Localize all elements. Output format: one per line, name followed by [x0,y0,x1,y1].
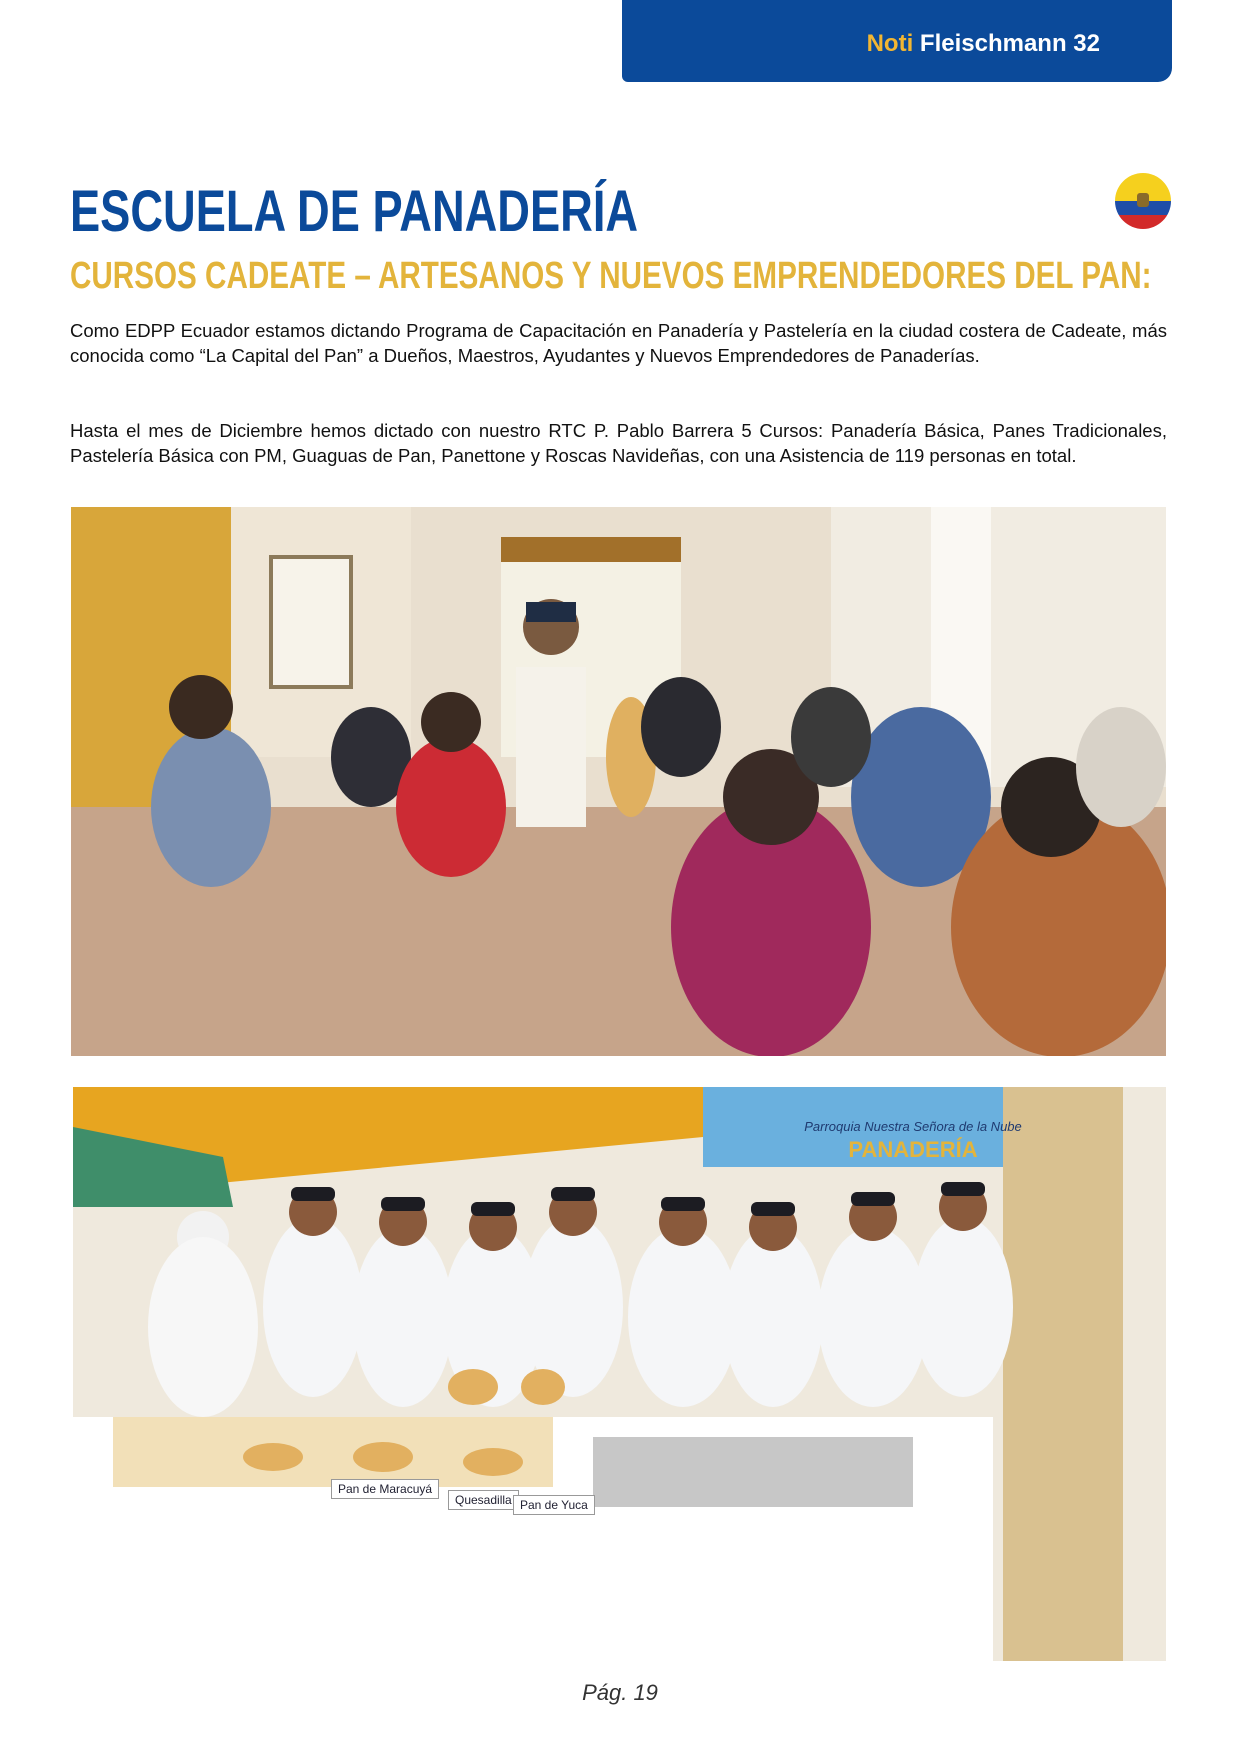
header-brand: Fleischmann 32 [919,30,1100,57]
page-subtitle: CURSOS CADEATE – ARTESANOS Y NUEVOS EMPRENDEDORES DEL PAN: [70,255,1152,297]
classroom-photo [71,507,1166,1056]
page-number: Pág. 19 [582,1680,658,1705]
page-title: ESCUELA DE PANADERÍA [70,179,639,244]
paragraph-courses: Hasta el mes de Diciembre hemos dictado con nuestro RTC P. Pablo Barrera 5 Cursos: Panadería Básica, Panes Tradicionales, Pastelería Básica con PM, Guaguas de Pan, Panettone y Roscas Navideñas, con una Asistencia de 119 personas en total. [70,420,1167,466]
bread-label-maracuya: Pan de Maracuyá [331,1479,439,1499]
header-title [867,30,1100,58]
banner-parish-text: Parroquia Nuestra Señora de la Nube [804,1119,1022,1134]
ecuador-flag-icon [1115,173,1171,229]
bread-label-quesadilla: Quesadilla [448,1490,519,1510]
paragraph-intro: Como EDPP Ecuador estamos dictando Programa de Capacitación en Panadería y Pastelería en la ciudad costera de Cadeate, más conocida como “La Capital del Pan” a Dueños, Maestros, Ayudantes y Nuevos Emprendedores de Panaderías. [70,320,1167,366]
header-noti: Noti [866,30,914,57]
banner-panaderia-text: PANADERÍA [848,1137,978,1162]
group-bread-stand-photo [73,1087,1166,1661]
bread-label-yuca: Pan de Yuca [513,1495,595,1515]
header-tab [622,0,1172,82]
